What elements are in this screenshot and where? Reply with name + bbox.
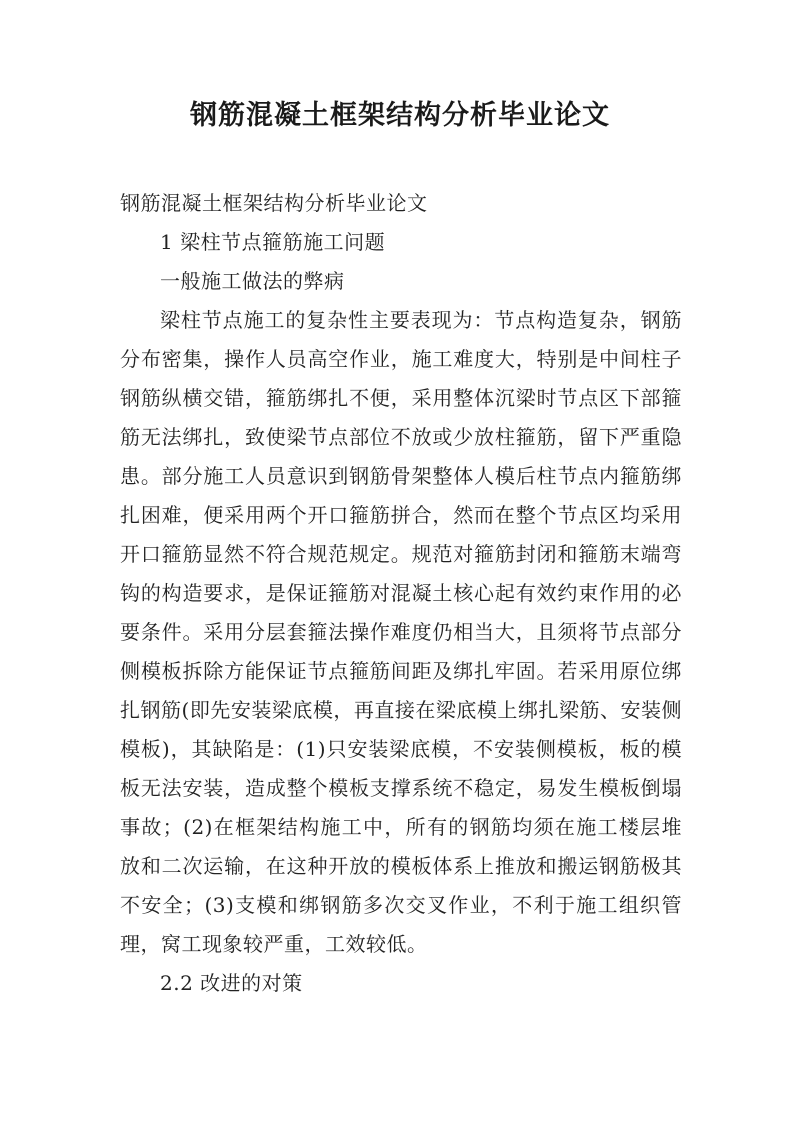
- document-body: [120, 184, 682, 1003]
- paragraph-heading-repeat: 钢筋混凝土框架结构分析毕业论文: [120, 191, 428, 215]
- subsection-heading: 一般施工做法的弊病: [160, 269, 345, 293]
- document-title: 钢筋混凝土框架结构分析毕业论文: [190, 100, 610, 131]
- section-heading-2-2: 2.2 改进的对策: [160, 971, 303, 995]
- body-paragraph: 梁柱节点施工的复杂性主要表现为：节点构造复杂，钢筋分布密集，操作人员高空作业，施工难度大，特别是中间柱子钢筋纵横交错，箍筋绑扎不便，采用整体沉梁时节点区下部箍筋无法绑扎，致使梁节点部位不放或少放柱箍筋，留下严重隐患。部分施工人员意识到钢筋骨架整体人模后柱节点内箍筋绑扎困难，便采用两个开口箍筋拼合，然而在整个节点区均采用开口箍筋显然不符合规范规定。规范对箍筋封闭和箍筋末端弯钩的构造要求，是保证箍筋对混凝土核心起有效约束作用的必要条件。采用分层套箍法操作难度仍相当大，且须将节点部分侧模板拆除方能保证节点箍筋间距及绑扎牢固。若采用原位绑扎钢筋(即先安装梁底模，再直接在梁底模上绑扎梁筋、安装侧模板)，其缺陷是：(1)只安装梁底模，不安装侧模板，板的模板无法安装，造成整个模板支撑系统不稳定，易发生模板倒塌事故；(2)在框架结构施工中，所有的钢筋均须在施工楼层堆放和二次运输，在这种开放的模板体系上推放和搬运钢筋极其不安全；(3)支模和绑钢筋多次交叉作业，不利于施工组织管理，窝工现象较严重，工效较低。: [120, 308, 682, 956]
- section-heading-1: 1 梁柱节点箍筋施工问题: [160, 230, 386, 254]
